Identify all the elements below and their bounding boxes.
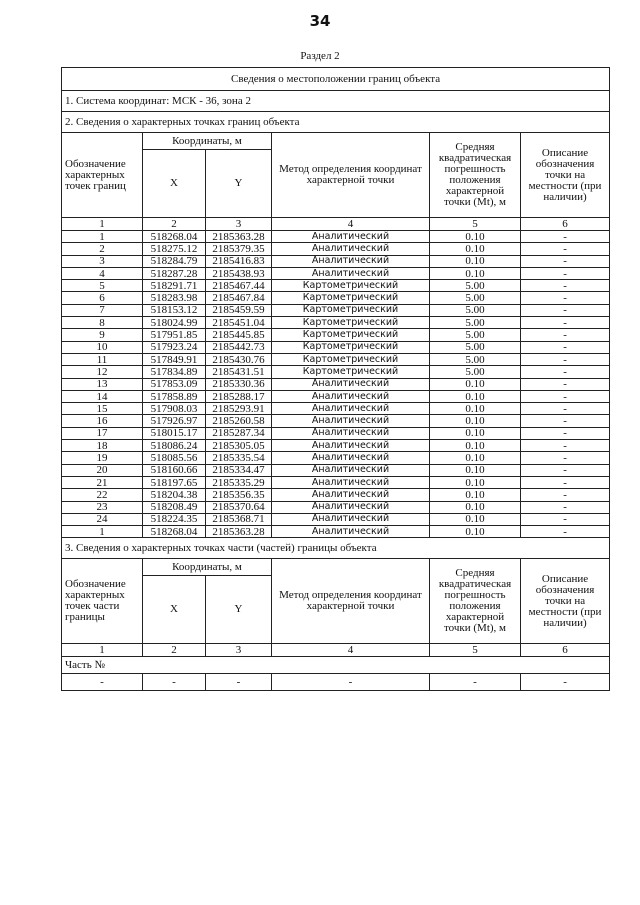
coord-y: 2185363.28 [206, 231, 272, 243]
table-row [62, 317, 610, 329]
coord-y: 2185334.47 [206, 464, 272, 476]
coord-x: 518160.66 [143, 464, 206, 476]
coord-x: 518085.56 [143, 452, 206, 464]
coord-y: 2185445.85 [206, 329, 272, 341]
table-row [62, 280, 610, 292]
description: - [521, 526, 610, 538]
table-row [62, 501, 610, 513]
table-row [62, 304, 610, 316]
table-row [62, 231, 610, 243]
error: 0.10 [430, 403, 521, 415]
point-number: 11 [62, 353, 143, 365]
col-number: 6 [521, 218, 610, 231]
error: 5.00 [430, 304, 521, 316]
table-row [62, 366, 610, 378]
header-coords: Координаты, м [143, 133, 272, 150]
header-designation: Обозначение характерных точек границ [62, 133, 143, 218]
description: - [521, 329, 610, 341]
point-number: 9 [62, 329, 143, 341]
error: 5.00 [430, 341, 521, 353]
empty-cell: - [143, 674, 206, 691]
method: Аналитический [272, 243, 430, 255]
empty-cell: - [62, 674, 143, 691]
point-number: 1 [62, 526, 143, 538]
header-y: Y [206, 150, 272, 218]
method: Картометрический [272, 329, 430, 341]
table-row [62, 329, 610, 341]
error: 0.10 [430, 489, 521, 501]
header-error: Средняя квадратическая погрешность положения характерной точки (Mt), м [430, 133, 521, 218]
point-number: 2 [62, 243, 143, 255]
method: Аналитический [272, 526, 430, 538]
method: Картометрический [272, 366, 430, 378]
col-number: 3 [206, 644, 272, 657]
page-number: 34 [309, 12, 331, 30]
coord-system: 1. Система координат: МСК - 36, зона 2 [62, 91, 610, 112]
coord-x: 518268.04 [143, 231, 206, 243]
error: 0.10 [430, 526, 521, 538]
method: Картометрический [272, 341, 430, 353]
table-row [62, 464, 610, 476]
coord-y: 2185467.84 [206, 292, 272, 304]
table-row [62, 255, 610, 267]
point-number: 21 [62, 476, 143, 488]
coord-y: 2185379.35 [206, 243, 272, 255]
method: Аналитический [272, 440, 430, 452]
method: Аналитический [272, 403, 430, 415]
point-number: 24 [62, 513, 143, 525]
error: 5.00 [430, 280, 521, 292]
coord-x: 517849.91 [143, 353, 206, 365]
coord-x: 518208.49 [143, 501, 206, 513]
col-number: 2 [143, 218, 206, 231]
method: Аналитический [272, 427, 430, 439]
header-x: X [143, 150, 206, 218]
description: - [521, 366, 610, 378]
empty-cell: - [206, 674, 272, 691]
description: - [521, 489, 610, 501]
coord-y: 2185430.76 [206, 353, 272, 365]
error: 0.10 [430, 440, 521, 452]
col-number: 1 [62, 218, 143, 231]
coord-x: 518284.79 [143, 255, 206, 267]
method: Аналитический [272, 513, 430, 525]
point-number: 23 [62, 501, 143, 513]
method: Картометрический [272, 317, 430, 329]
description: - [521, 440, 610, 452]
description: - [521, 403, 610, 415]
error: 0.10 [430, 267, 521, 279]
description: - [521, 501, 610, 513]
description: - [521, 476, 610, 488]
coord-y: 2185330.36 [206, 378, 272, 390]
description: - [521, 378, 610, 390]
coord-x: 517858.89 [143, 390, 206, 402]
coord-y: 2185288.17 [206, 390, 272, 402]
method: Аналитический [272, 476, 430, 488]
s3-col-numbers-row [62, 644, 610, 657]
method: Аналитический [272, 489, 430, 501]
coord-y: 2185370.64 [206, 501, 272, 513]
error: 5.00 [430, 292, 521, 304]
header-method: Метод определения координат характерной точки [272, 133, 430, 218]
coord-x: 518204.38 [143, 489, 206, 501]
method: Аналитический [272, 501, 430, 513]
table-row [62, 415, 610, 427]
table-row [62, 341, 610, 353]
coord-y: 2185431.51 [206, 366, 272, 378]
s3-header-method: Метод определения координат характерной точки [272, 559, 430, 644]
description: - [521, 267, 610, 279]
point-number: 13 [62, 378, 143, 390]
coord-y: 2185459.59 [206, 304, 272, 316]
part-label: Часть № [62, 657, 610, 674]
col-number: 4 [272, 644, 430, 657]
description: - [521, 280, 610, 292]
coord-x: 517951.85 [143, 329, 206, 341]
error: 0.10 [430, 476, 521, 488]
description: - [521, 452, 610, 464]
error: 0.10 [430, 501, 521, 513]
col-number: 1 [62, 644, 143, 657]
coord-y: 2185260.58 [206, 415, 272, 427]
error: 5.00 [430, 353, 521, 365]
table-row [62, 390, 610, 402]
error: 5.00 [430, 317, 521, 329]
error: 0.10 [430, 513, 521, 525]
coord-x: 518287.28 [143, 267, 206, 279]
empty-cell: - [521, 674, 610, 691]
table-row [62, 513, 610, 525]
coord-y: 2185451.04 [206, 317, 272, 329]
coord-y: 2185467.44 [206, 280, 272, 292]
point-number: 22 [62, 489, 143, 501]
coord-x: 517853.09 [143, 378, 206, 390]
method: Аналитический [272, 231, 430, 243]
point-number: 19 [62, 452, 143, 464]
table-row [62, 267, 610, 279]
method: Картометрический [272, 353, 430, 365]
coord-x: 518086.24 [143, 440, 206, 452]
coord-x: 517908.03 [143, 403, 206, 415]
method: Аналитический [272, 390, 430, 402]
point-number: 18 [62, 440, 143, 452]
description: - [521, 243, 610, 255]
table-row [62, 526, 610, 538]
empty-row [62, 674, 610, 691]
point-number: 10 [62, 341, 143, 353]
s3-header-designation: Обозначение характерных точек части границы [62, 559, 143, 644]
boundary-table [61, 67, 610, 691]
description: - [521, 304, 610, 316]
method: Аналитический [272, 267, 430, 279]
coord-x: 517926.97 [143, 415, 206, 427]
coord-y: 2185335.29 [206, 476, 272, 488]
table-row [62, 353, 610, 365]
error: 5.00 [430, 366, 521, 378]
description: - [521, 353, 610, 365]
table-row [62, 476, 610, 488]
coord-y: 2185287.34 [206, 427, 272, 439]
point-number: 20 [62, 464, 143, 476]
section2-title: 2. Сведения о характерных точках границ объекта [62, 112, 610, 133]
method: Аналитический [272, 464, 430, 476]
method: Аналитический [272, 255, 430, 267]
coord-y: 2185305.05 [206, 440, 272, 452]
point-number: 16 [62, 415, 143, 427]
error: 5.00 [430, 329, 521, 341]
point-number: 12 [62, 366, 143, 378]
method: Картометрический [272, 280, 430, 292]
coord-x: 518291.71 [143, 280, 206, 292]
point-number: 17 [62, 427, 143, 439]
point-number: 3 [62, 255, 143, 267]
method: Картометрический [272, 304, 430, 316]
coord-x: 518153.12 [143, 304, 206, 316]
empty-cell: - [272, 674, 430, 691]
point-number: 15 [62, 403, 143, 415]
error: 0.10 [430, 231, 521, 243]
description: - [521, 341, 610, 353]
coord-x: 518268.04 [143, 526, 206, 538]
table-row [62, 489, 610, 501]
s3-header-y: Y [206, 576, 272, 644]
col-number: 3 [206, 218, 272, 231]
col-number: 4 [272, 218, 430, 231]
error: 0.10 [430, 427, 521, 439]
coord-y: 2185356.35 [206, 489, 272, 501]
coord-x: 518197.65 [143, 476, 206, 488]
error: 0.10 [430, 464, 521, 476]
table-row [62, 403, 610, 415]
table-title: Сведения о местоположении границ объекта [62, 68, 610, 91]
table-row [62, 440, 610, 452]
error: 0.10 [430, 452, 521, 464]
empty-cell: - [430, 674, 521, 691]
table-row [62, 427, 610, 439]
coord-y: 2185368.71 [206, 513, 272, 525]
section3-title: 3. Сведения о характерных точках части (частей) границы объекта [62, 538, 610, 559]
coord-x: 517923.24 [143, 341, 206, 353]
description: - [521, 231, 610, 243]
table-row [62, 292, 610, 304]
col-number: 2 [143, 644, 206, 657]
error: 0.10 [430, 415, 521, 427]
point-number: 4 [62, 267, 143, 279]
point-number: 14 [62, 390, 143, 402]
coord-x: 518024.99 [143, 317, 206, 329]
method: Аналитический [272, 452, 430, 464]
s3-header-error: Средняя квадратическая погрешность положения характерной точки (Mt), м [430, 559, 521, 644]
error: 0.10 [430, 390, 521, 402]
error: 0.10 [430, 255, 521, 267]
coord-x: 518275.12 [143, 243, 206, 255]
coord-y: 2185442.73 [206, 341, 272, 353]
description: - [521, 292, 610, 304]
table-row [62, 378, 610, 390]
point-number: 7 [62, 304, 143, 316]
coord-x: 518283.98 [143, 292, 206, 304]
coord-y: 2185335.54 [206, 452, 272, 464]
point-number: 8 [62, 317, 143, 329]
s3-header-x: X [143, 576, 206, 644]
point-number: 5 [62, 280, 143, 292]
col-number: 5 [430, 644, 521, 657]
coord-x: 518224.35 [143, 513, 206, 525]
method: Картометрический [272, 292, 430, 304]
table-row [62, 243, 610, 255]
description: - [521, 390, 610, 402]
table-row [62, 452, 610, 464]
coord-y: 2185293.91 [206, 403, 272, 415]
coord-y: 2185363.28 [206, 526, 272, 538]
s3-header-coords: Координаты, м [143, 559, 272, 576]
error: 0.10 [430, 243, 521, 255]
coord-y: 2185416.83 [206, 255, 272, 267]
point-number: 6 [62, 292, 143, 304]
method: Аналитический [272, 378, 430, 390]
header-description: Описание обозначения точки на местности (при наличии) [521, 133, 610, 218]
description: - [521, 255, 610, 267]
point-number: 1 [62, 231, 143, 243]
coord-x: 518015.17 [143, 427, 206, 439]
section-label: Раздел 2 [300, 50, 340, 62]
col-numbers-row [62, 218, 610, 231]
description: - [521, 317, 610, 329]
description: - [521, 513, 610, 525]
description: - [521, 464, 610, 476]
s3-header-description: Описание обозначения точки на местности (при наличии) [521, 559, 610, 644]
method: Аналитический [272, 415, 430, 427]
coord-y: 2185438.93 [206, 267, 272, 279]
error: 0.10 [430, 378, 521, 390]
description: - [521, 427, 610, 439]
col-number: 5 [430, 218, 521, 231]
description: - [521, 415, 610, 427]
col-number: 6 [521, 644, 610, 657]
coord-x: 517834.89 [143, 366, 206, 378]
